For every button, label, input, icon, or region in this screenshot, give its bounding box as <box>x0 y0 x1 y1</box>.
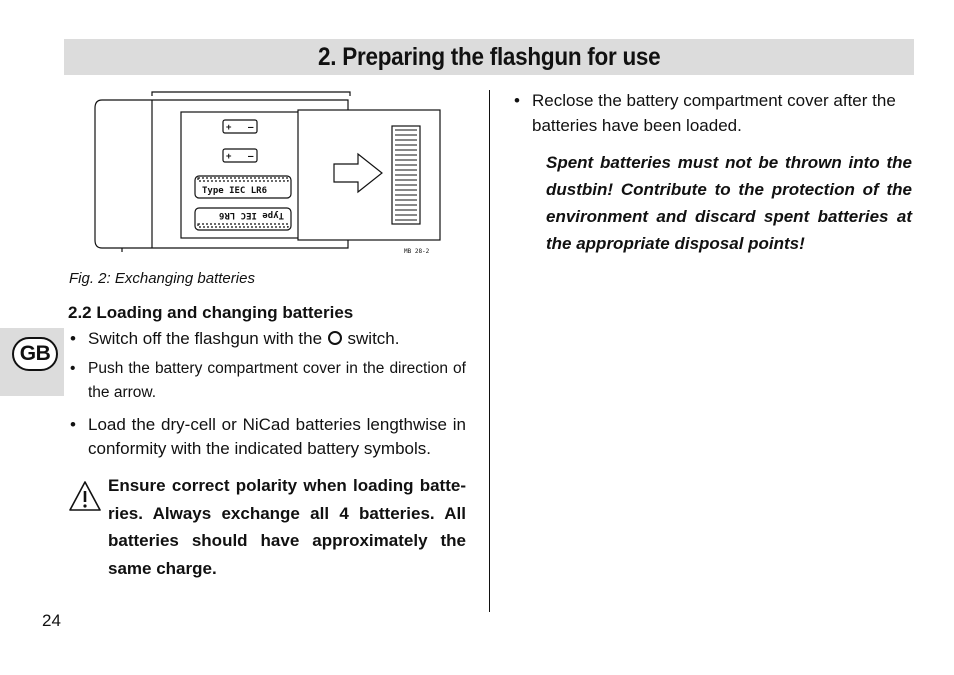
battery-1-hatch <box>198 178 288 181</box>
battery-1-label: Type IEC LR6 <box>202 186 268 196</box>
list-item <box>514 88 912 138</box>
bullet-3-text: Load the dry-cell or NiCad batteries lengthwise in conformity with the indicated battery symbols. <box>88 415 466 458</box>
slot-2-polarity-minus: – <box>248 152 254 162</box>
off-switch-icon <box>328 331 342 345</box>
page-title: 2. Preparing the flashgun for use <box>317 42 661 71</box>
battery-cover <box>298 110 440 240</box>
disposal-note: Spent batteries must not be thrown into the dustbin! Contribute to the protection of the environment and discard spent batteries at the appropriate disposal points! <box>546 153 912 253</box>
slot-1-polarity-minus: – <box>248 123 254 133</box>
list-item <box>70 327 466 351</box>
slot-1-polarity-plus: + <box>226 123 232 133</box>
warning-text: Ensure correct polarity when loading batte-ries. Always exchange all 4 batteries. All batteries should have approximately the same charge. <box>108 476 466 578</box>
bullet-icon: • <box>70 329 76 348</box>
bullet-1-text: Switch off the flashgun with the <box>88 329 323 348</box>
reclose-text: Reclose the battery compartment cover after the batteries have been loaded. <box>532 91 896 135</box>
slot-2-polarity-plus: + <box>226 152 232 162</box>
bullet-1-text-end: switch. <box>347 329 400 348</box>
bullet-2-text: Push the battery compartment cover in the direction of the arrow. <box>88 360 466 401</box>
battery-figure <box>92 90 444 260</box>
figure-code: MB 28-2 <box>404 248 430 255</box>
bullet-icon: • <box>70 415 76 434</box>
figure-caption: Fig. 2: Exchanging batteries <box>69 270 255 287</box>
warning-icon <box>68 480 102 512</box>
title-bar <box>64 39 914 75</box>
battery-2-label: Type IEC LR6 <box>218 210 284 220</box>
bullet-icon: • <box>70 360 76 377</box>
battery-2-hatch <box>198 224 288 227</box>
page-number: 24 <box>42 611 61 630</box>
list-item <box>70 413 466 461</box>
list-item <box>70 357 466 405</box>
bullet-icon: • <box>514 91 520 110</box>
section-heading: 2.2 Loading and changing batteries <box>68 303 354 322</box>
language-badge: GB <box>12 337 58 371</box>
column-divider <box>489 90 490 612</box>
